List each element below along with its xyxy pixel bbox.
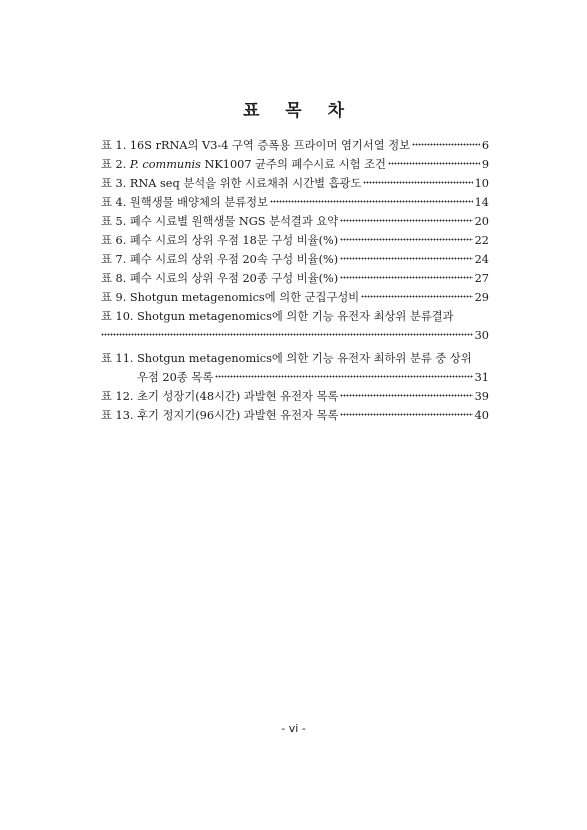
dot-leader bbox=[340, 238, 473, 241]
entry-title: 폐수 시료별 원핵생물 NGS 분석결과 요약 bbox=[129, 215, 339, 228]
entry-page: 27 bbox=[474, 272, 489, 285]
entry-prefix: 표 4. bbox=[101, 196, 130, 209]
dot-leader bbox=[340, 394, 472, 397]
entry-title: 폐수 시료의 상위 우점 18문 구성 비율(%) bbox=[129, 234, 339, 247]
dot-leader bbox=[340, 219, 472, 222]
entry-prefix: 표 5. bbox=[101, 215, 130, 228]
entry-page: 6 bbox=[481, 139, 489, 152]
page-number: - vi - bbox=[281, 722, 306, 735]
entry-page: 39 bbox=[474, 390, 489, 403]
entry-page: 14 bbox=[474, 196, 489, 209]
entry-title: 16S rRNA의 V3-4 구역 증폭용 프라이머 염기서열 정보 bbox=[129, 139, 411, 152]
entry-title-continued: 우점 20종 목록 bbox=[137, 371, 214, 384]
entry-page: 31 bbox=[474, 371, 489, 384]
entry-title: 폐수 시료의 상위 우점 20속 구성 비율(%) bbox=[129, 253, 339, 266]
toc-entry-12[interactable] bbox=[101, 387, 489, 406]
dot-leader bbox=[361, 295, 472, 298]
toc-entry-4[interactable] bbox=[101, 193, 489, 212]
dot-leader bbox=[388, 162, 480, 165]
entry-title-italic: P. communis bbox=[129, 158, 201, 171]
entry-title: NK1007 균주의 폐수시료 시험 조건 bbox=[200, 158, 386, 171]
entry-prefix: 표 7. bbox=[101, 253, 130, 266]
entry-page: 24 bbox=[474, 253, 489, 266]
dot-leader bbox=[340, 276, 473, 279]
entry-prefix: 표 6. bbox=[101, 234, 130, 247]
entry-prefix: 표 9. bbox=[101, 291, 130, 304]
entry-page: 30 bbox=[474, 329, 489, 342]
table-of-contents bbox=[101, 136, 489, 425]
entry-title: 후기 정지기(96시간) 과발현 유전자 목록 bbox=[137, 409, 339, 422]
entry-prefix: 표 12. bbox=[101, 390, 138, 403]
entry-prefix: 표 11. bbox=[101, 352, 138, 365]
entry-page: 40 bbox=[474, 409, 489, 422]
toc-entry-7[interactable] bbox=[101, 250, 489, 269]
toc-entry-3[interactable] bbox=[101, 174, 489, 193]
toc-entry-1[interactable] bbox=[101, 136, 489, 155]
toc-entry-11-continuation[interactable] bbox=[101, 368, 489, 387]
dot-leader bbox=[215, 375, 473, 378]
entry-page: 9 bbox=[481, 158, 489, 171]
toc-entry-8[interactable] bbox=[101, 269, 489, 288]
toc-entry-9[interactable] bbox=[101, 288, 489, 307]
toc-entry-10-continuation[interactable] bbox=[101, 326, 489, 345]
dot-leader bbox=[101, 333, 473, 336]
entry-prefix: 표 13. bbox=[101, 409, 138, 422]
entry-prefix: 표 8. bbox=[101, 272, 130, 285]
entry-title: Shotgun metagenomics에 의한 군집구성비 bbox=[129, 291, 360, 304]
toc-entry-5[interactable] bbox=[101, 212, 489, 231]
toc-entry-11[interactable] bbox=[101, 349, 489, 368]
entry-page: 29 bbox=[474, 291, 489, 304]
entry-page: 22 bbox=[474, 234, 489, 247]
entry-title: 폐수 시료의 상위 우점 20종 구성 비율(%) bbox=[129, 272, 339, 285]
entry-title: RNA seq 분석을 위한 시료채취 시간별 흡광도 bbox=[129, 177, 362, 190]
entry-title: Shotgun metagenomics에 의한 기능 유전자 최하위 분류 중 상위 bbox=[137, 352, 472, 365]
toc-entry-6[interactable] bbox=[101, 231, 489, 250]
dot-leader bbox=[340, 257, 473, 260]
entry-prefix: 표 3. bbox=[101, 177, 130, 190]
dot-leader bbox=[412, 143, 480, 146]
entry-prefix: 표 1. bbox=[101, 139, 130, 152]
entry-title: 원핵생물 배양체의 분류정보 bbox=[129, 196, 269, 209]
entry-prefix: 표 10. bbox=[101, 310, 138, 323]
dot-leader bbox=[270, 200, 473, 203]
toc-entry-2[interactable] bbox=[101, 155, 489, 174]
entry-title: Shotgun metagenomics에 의한 기능 유전자 최상위 분류결과 bbox=[137, 310, 454, 323]
entry-page: 10 bbox=[474, 177, 489, 190]
entry-page: 20 bbox=[474, 215, 489, 228]
toc-entry-10[interactable] bbox=[101, 307, 489, 326]
dot-leader bbox=[363, 181, 472, 184]
entry-title: 초기 성장기(48시간) 과발현 유전자 목록 bbox=[137, 390, 339, 403]
toc-entry-13[interactable] bbox=[101, 406, 489, 425]
entry-prefix: 표 2. bbox=[101, 158, 130, 171]
page-title: 표 목 차 bbox=[242, 101, 355, 121]
dot-leader bbox=[340, 413, 472, 416]
